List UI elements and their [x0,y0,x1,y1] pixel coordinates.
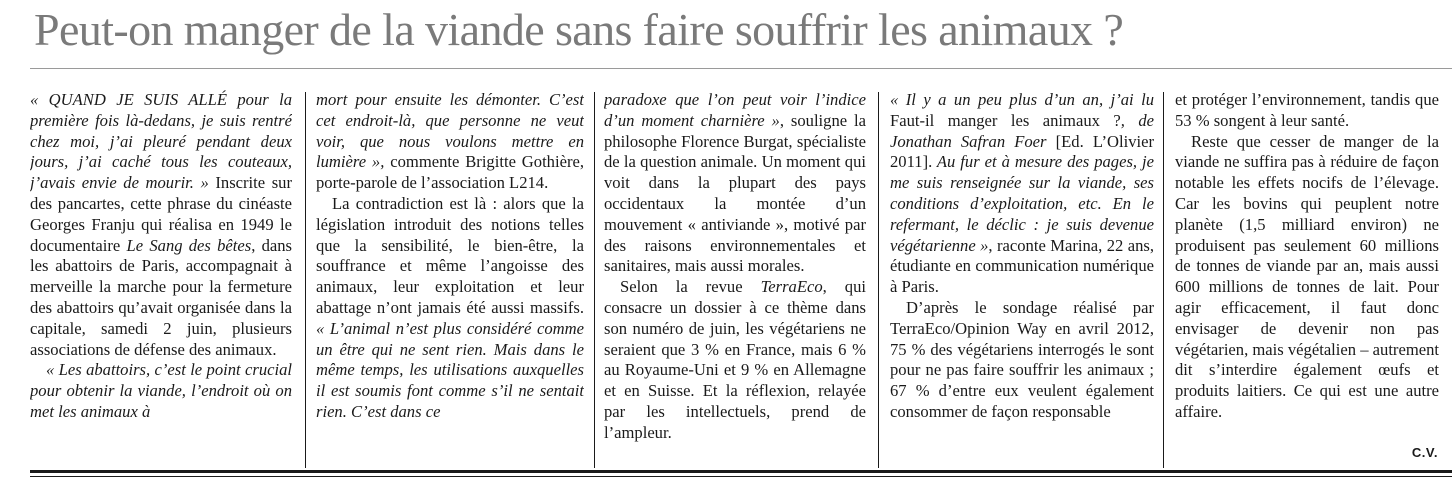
text-run: , qui consacre un dossier à ce thème dans son numéro de juin, les végétariens ne seraient que 3 % en France, mais 6 % au Royaume-Uni et 9 % en Allemagne et en Suisse. Et la réflexion, relayée par les intellectuels, prend de l’ampleur. [604,277,866,442]
article-paragraph [604,90,866,277]
article-paragraph [316,90,584,194]
bottom-rule-thin [30,476,1452,477]
text-run: Selon la revue [620,277,761,297]
bottom-rule [30,470,1452,473]
author-signature: C.V. [1411,445,1438,460]
article-paragraph [30,360,292,422]
article-column-5 [1175,90,1439,470]
italic-text-run: « QUAND JE SUIS ALLÉ pour la première fois là-dedans, je suis rentré chez moi, j’ai pleuré pendant deux jours, j’ai caché tous les couteaux, j’avais envie de mourir. » [30,90,292,193]
headline-rule [30,68,1452,69]
text-run: D’après le sondage réalisé par TerraEco/Opinion Way en avril 2012, 75 % des végétariens interrogés le sont pour ne pas faire souffrir les animaux ; 67 % d’entre eux veulent également consommer de façon responsable [890,297,1154,421]
text-run: , souligne la philosophe Florence Burgat, spécialiste de la question animale. Un moment qui voit dans la plupart des pays occidentaux la montée d’un mouvement « antiviande », motivé par des raisons environnementales et sanitaires, mais aussi morales. [604,110,866,276]
article-column-2 [316,90,584,470]
italic-text-run: « Les abattoirs, c’est le point crucial pour obtenir la viande, l’endroit où on met les animaux à [30,360,292,421]
article-column-4 [890,90,1154,470]
article-column-3 [604,90,866,470]
italic-text-run: paradoxe que l’on peut voir l’indice d’un moment charnière » [604,90,866,130]
article-column-1 [30,90,292,470]
article-paragraph [1175,90,1439,132]
text-run: commente Brigitte Gothière, porte-parole de l’association L214. [316,152,584,193]
article-headline: Peut-on manger de la viande sans faire souffrir les animaux ? [34,4,1124,55]
text-run: Faut-il manger les animaux ? [890,110,1121,130]
column-divider [305,92,306,468]
article-paragraph [890,90,1154,298]
article-paragraph [316,194,584,423]
italic-text-run: Le Sang des bêtes [126,235,252,255]
column-divider [594,92,595,468]
text-run: [Ed. L’Olivier 2011]. [890,131,1154,172]
italic-text-run: mort pour ensuite les démonter. C’est cet endroit-là, que personne ne veut voir, que nous voulons mettre en lumière », [316,90,584,172]
text-run: Reste que cesser de manger de la viande ne suffira pas à réduire de façon notable les effets nocifs de l’élevage. Car les bovins qui peuplent notre planète (1,5 milliard environ) ne produisent pas seulement 60 millions de tonnes de viande par an, mais aussi 600 millions de tonnes de lait. Pour agir efficacement, il faut donc envisager de devenir non pas végétarien, mais végétalien – autrement dit s’interdire également œufs et produits laitiers. Ce qui est une autre affaire. [1175,131,1439,421]
italic-text-run: « L’animal n’est plus considéré comme un être qui ne sent rien. Mais dans le même temps, les utilisations auxquelles il est soumis font comme s’il ne sentait rien. C’est dans ce [316,318,584,421]
text-run: , dans les abattoirs de Paris, accompagnait à merveille la marche pour la fermeture des abattoirs qu’avait organisée dans la capitale, samedi 2 juin, plusieurs associations de défense des animaux. [30,235,292,359]
text-run: et protéger l’environnement, tandis que 53 % songent à leur santé. [1175,90,1439,130]
italic-text-run: TerraEco [760,277,823,297]
article-paragraph [604,277,866,443]
italic-text-run: « Il y a un peu plus d’un an, j’ai lu [890,90,1154,109]
article-paragraph [890,298,1154,423]
text-run: Inscrite sur des pancartes, cette phrase du cinéaste Georges Franju qui réalisa en 1949 le documentaire [30,173,292,255]
italic-text-run: Au fur et à mesure des pages, je me suis renseignée sur la viande, ses conditions d’exploitation, etc. En le refermant, le déclic : je suis devenue végétarienne » [890,152,1154,255]
article-paragraph [30,90,292,360]
italic-text-run: , de Jonathan Safran Foer [890,110,1154,151]
column-divider [878,92,879,468]
column-divider [1163,92,1164,468]
text-run: La contradiction est là : alors que la législation introduit des notions telles que la sensibilité, le bien-être, la souffrance et même l’angoisse des animaux, leur exploitation et leur abattage n’ont jamais été aussi massifs. [316,193,584,317]
article-paragraph [1175,132,1439,423]
text-run: , raconte Marina, 22 ans, étudiante en communication numérique à Paris. [890,235,1154,297]
